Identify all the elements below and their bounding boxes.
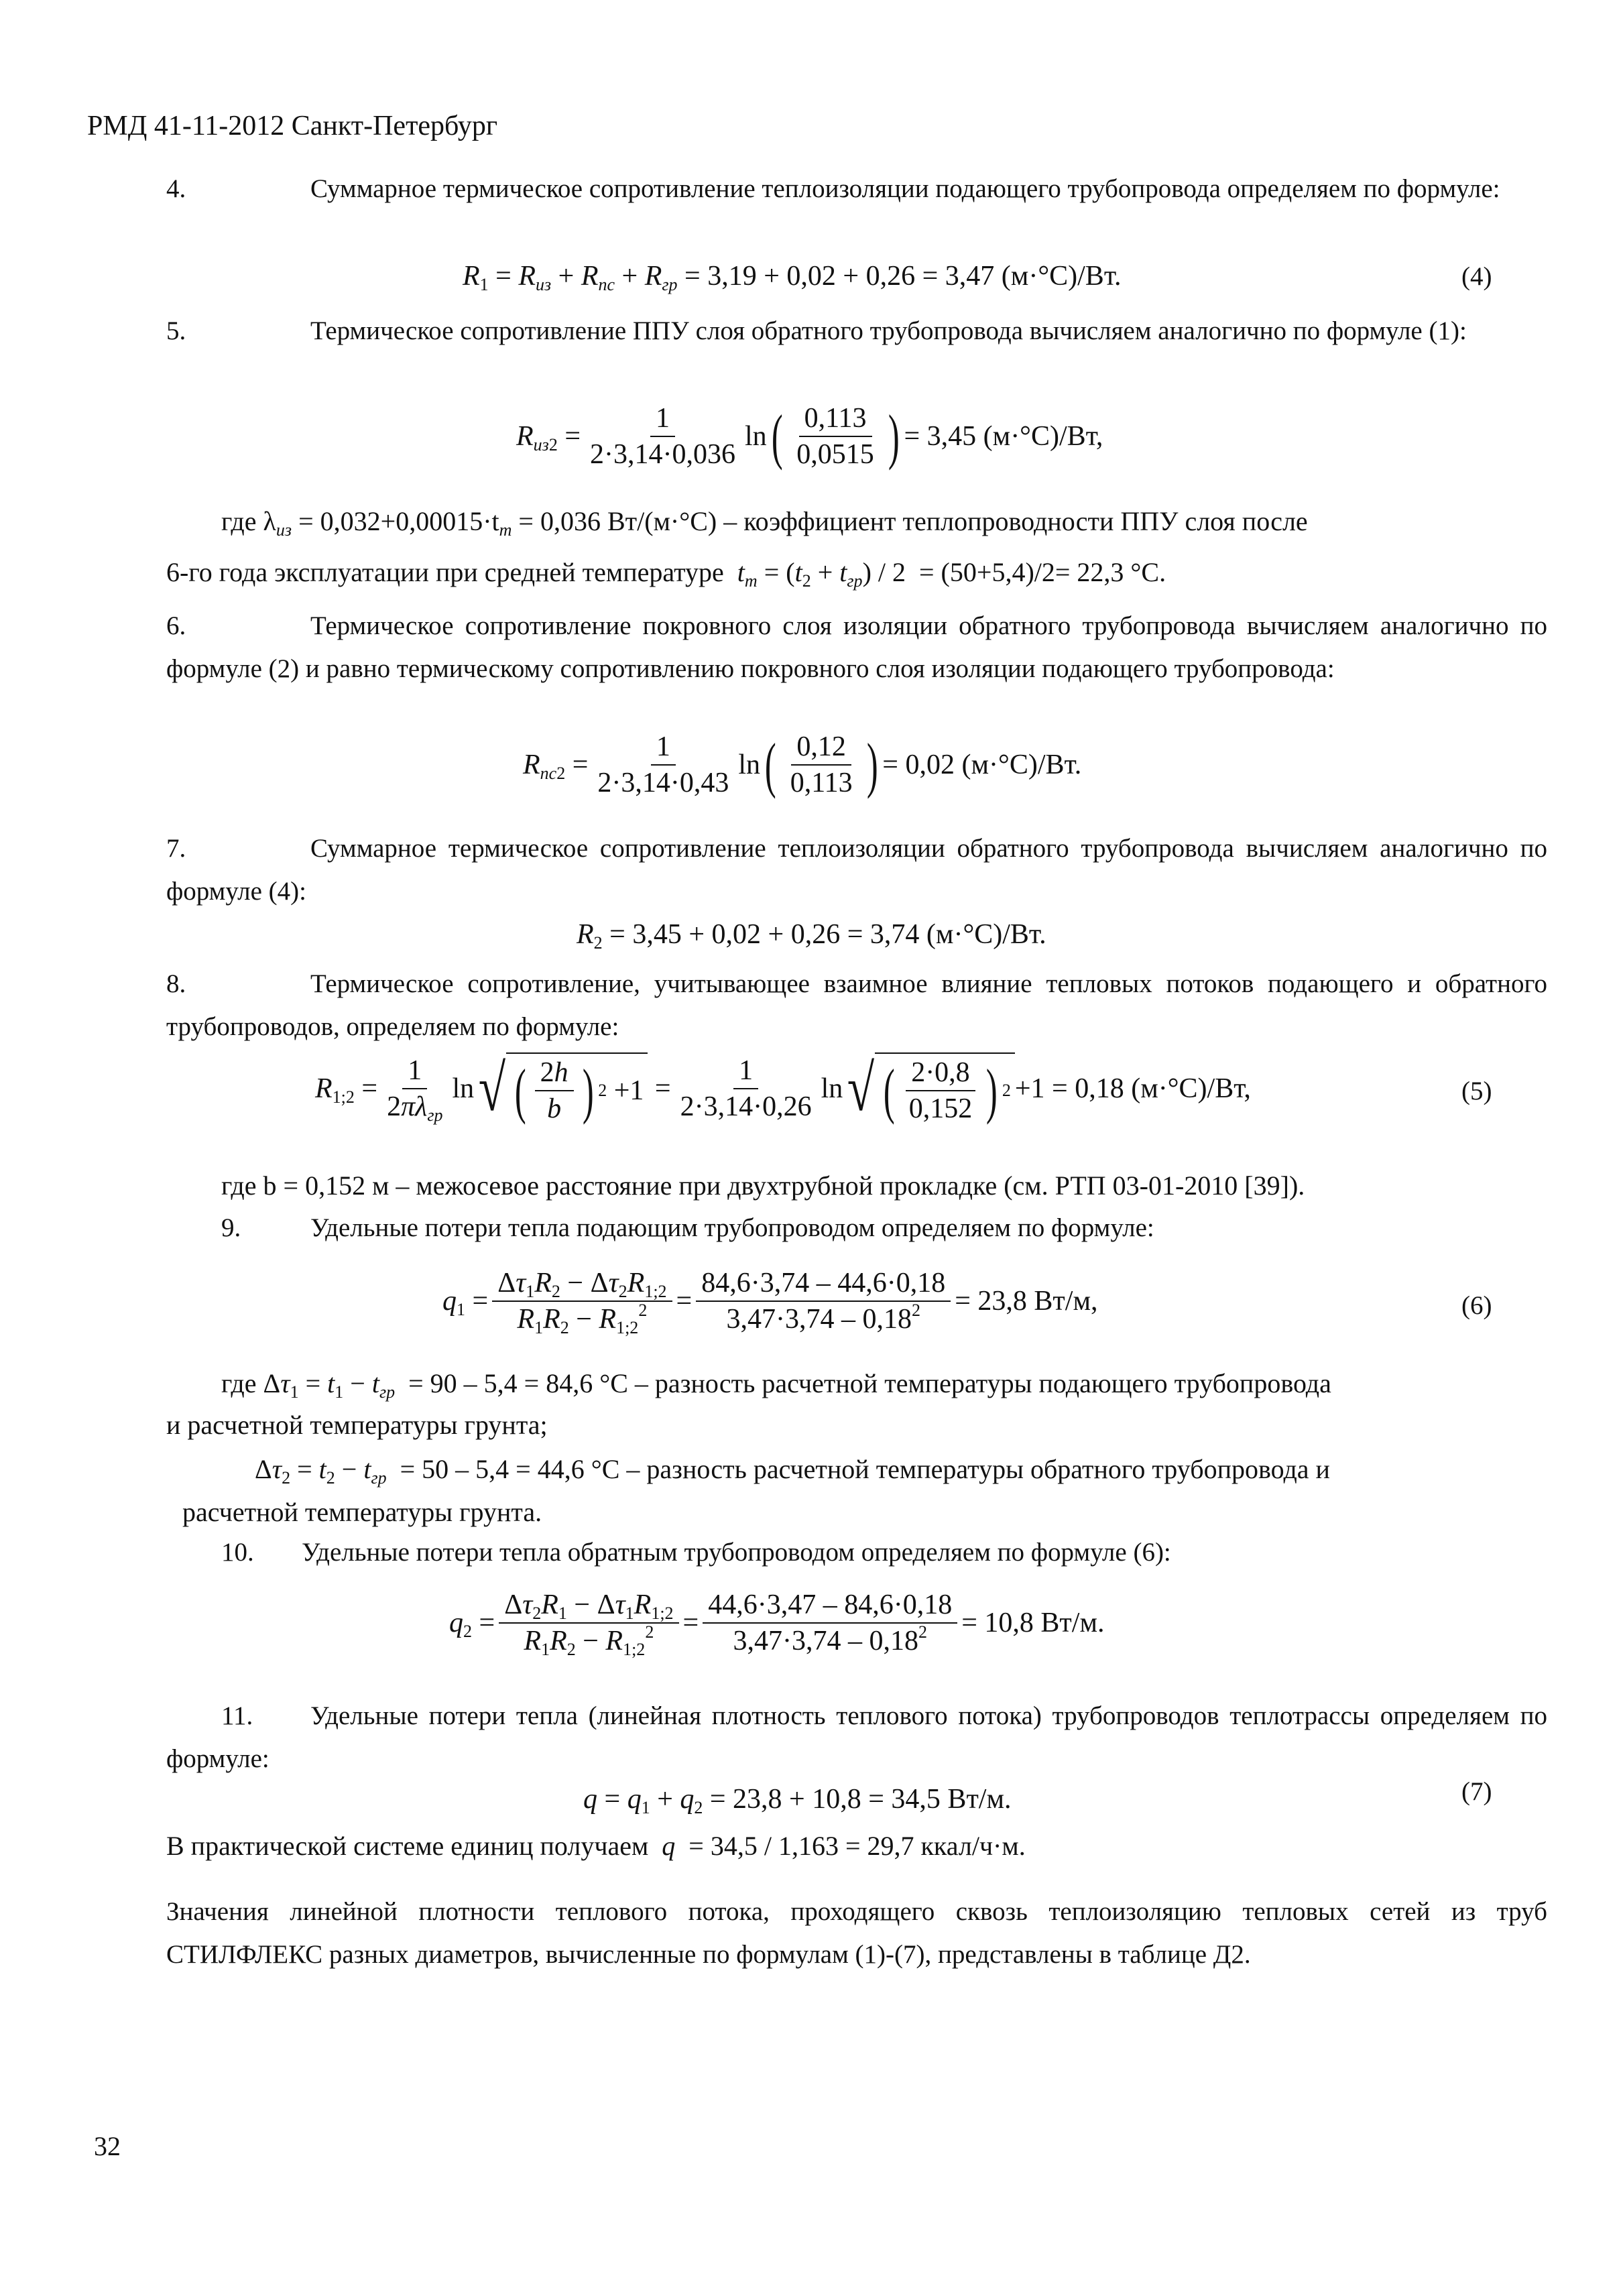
equation-q2: $q_2$ = $\frac{\Delta\tau_2R_1 - \Delta\tau_1R_{1;2}}{R_1R_2 - R_{1;2}^2}$ = $\frac{44,6\cdot 3,47 - 84,6\cdot 0,18}{3,47\cdot 3,74 - 0,18^2}$ = 10,8 Вт/м. [449, 1589, 1105, 1659]
equation-6: $q_1$ = $\frac{\Delta\tau_1R_2 - \Delta\tau_2R_{1;2}}{R_1R_2 - R_{1;2}^2}$ = $\frac{84,6\cdot 3,74 - 44,6\cdot 0,18}{3,47\cdot 3,74 - 0,18^2}$ = 23,8 Вт/м, [442, 1268, 1098, 1337]
item-number: 9. [221, 1213, 241, 1242]
equation-5: $R_{1;2}$ = $\frac{1}{2\pi\lambda_{гр}}$ ln √ ( $\frac{2h}{b}$ ) 2 +1 = $\frac{1}{2\cdot 3,14\cdot 0,26}$ ln √ ( $\frac{2\cdot 0,8}{0,152}$ ) 2 +1 = 0,18 (м·°С)/Вт, [315, 1052, 1251, 1125]
page-header: РМД 41-11-2012 Санкт-Петербург [87, 111, 498, 141]
paragraph-8: Термическое сопротивление, учитывающее взаимное влияние тепловых потоков подающего и обратного трубопроводов, определяем по формуле: [166, 969, 1547, 1041]
where-dt2-line2: расчетной температуры грунта. [182, 1497, 542, 1527]
final-paragraph: Значения линейной плотности теплового потока, проходящего сквозь теплоизоляцию тепловых сетей из труб СТИЛФЛЕКС разных диаметров, вычисленные по формулам (1)-(7), представлены в таблице Д2. [166, 1897, 1547, 1969]
where-dt1-line2: и расчетной температуры грунта; [166, 1410, 548, 1440]
paragraph-5: Термическое сопротивление ППУ слоя обратного трубопровода вычисляем аналогично по формуле (1): [310, 316, 1467, 345]
where-b: где b = 0,152 м – межосевое расстояние при двухтрубной прокладке (см. РТП 03-01-2010 [39]). [221, 1170, 1305, 1201]
paragraph-11: Удельные потери тепла (линейная плотность теплового потока) трубопроводов теплотрассы определяем по формуле: [166, 1701, 1547, 1773]
equation-number-7: (7) [1461, 1777, 1492, 1806]
item-number: 11. [221, 1701, 253, 1730]
equation-rps2: $R_{пс2}$ = $\frac{1}{2\cdot 3,14\cdot 0,43}$ ln ( $\frac{0,12}{0,113}$ ) = 0,02 (м·°С)/Вт. [523, 731, 1082, 799]
item-number: 5. [166, 316, 186, 345]
item-number: 10. [221, 1538, 254, 1567]
paragraph-6: Термическое сопротивление покровного слоя изоляции обратного трубопровода вычисляем аналогично по формуле (2) и равно термическому сопротивлению покровного слоя изоляции подающего трубопровода: [166, 611, 1547, 683]
practical-units: В практической системе единиц получаем q = 34,5 / 1,163 = 29,7 ккал/ч·м. [166, 1831, 1026, 1861]
where-dt1: где $\Delta\tau_1 = t_1 - t_{гр} = 90 - 5,4 = 84,6$ °С – разность расчетной температуры подающего трубопровода [221, 1368, 1331, 1402]
item-number: 7. [166, 834, 186, 863]
paragraph-4-text: Суммарное термическое сопротивление теплоизоляции подающего трубопровода определяем по формуле: [310, 174, 1500, 203]
where-lambda: где $\lambda_{из} = 0,032+0,00015\cdot t_m = 0,036$ Вт/(м·°С) – коэффициент теплопроводности ППУ слоя после [221, 506, 1308, 540]
equation-riz2: $R_{из2}$ = $\frac{1}{2\cdot 3,14\cdot 0,036}$ ln ( $\frac{0,113}{0,0515}$ ) = 3,45 (м·°С)/Вт, [516, 402, 1103, 471]
where-tm: 6-го года эксплуатации при средней температуре $t_m = (t_2 + t_{гр}) / 2 = (50+5,4)/2= 22,3$ °С. [166, 557, 1166, 591]
item-number: 6. [166, 611, 186, 640]
equation-4: $R_1 = R_{из} + R_{пс} + R_{гр}$ = 3,19 + 0,02 + 0,26 = 3,47 (м·°С)/Вт. [463, 261, 1122, 294]
equation-7: $q = q_1 + q_2$ = 23,8 + 10,8 = 34,5 Вт/м. [583, 1784, 1012, 1817]
paragraph-7: Суммарное термическое сопротивление теплоизоляции обратного трубопровода вычисляем аналогично по формуле (4): [166, 834, 1547, 906]
where-dt2: $\Delta\tau_2 = t_2 - t_{гр} = 50 - 5,4 = 44,6$ °С – разность расчетной температуры обратного трубопровода и [255, 1454, 1330, 1488]
equation-number-4: (4) [1461, 262, 1492, 291]
page-number: 32 [94, 2131, 121, 2161]
equation-r2: $R_2$ = 3,45 + 0,02 + 0,26 = 3,74 (м·°С)/Вт. [577, 919, 1046, 953]
item-number: 4. [166, 174, 186, 203]
equation-number-5: (5) [1461, 1077, 1492, 1105]
equation-number-6: (6) [1461, 1291, 1492, 1320]
item-number: 8. [166, 969, 186, 998]
paragraph-10: Удельные потери тепла обратным трубопроводом определяем по формуле (6): [302, 1538, 1171, 1567]
paragraph-9: Удельные потери тепла подающим трубопроводом определяем по формуле: [310, 1213, 1154, 1242]
